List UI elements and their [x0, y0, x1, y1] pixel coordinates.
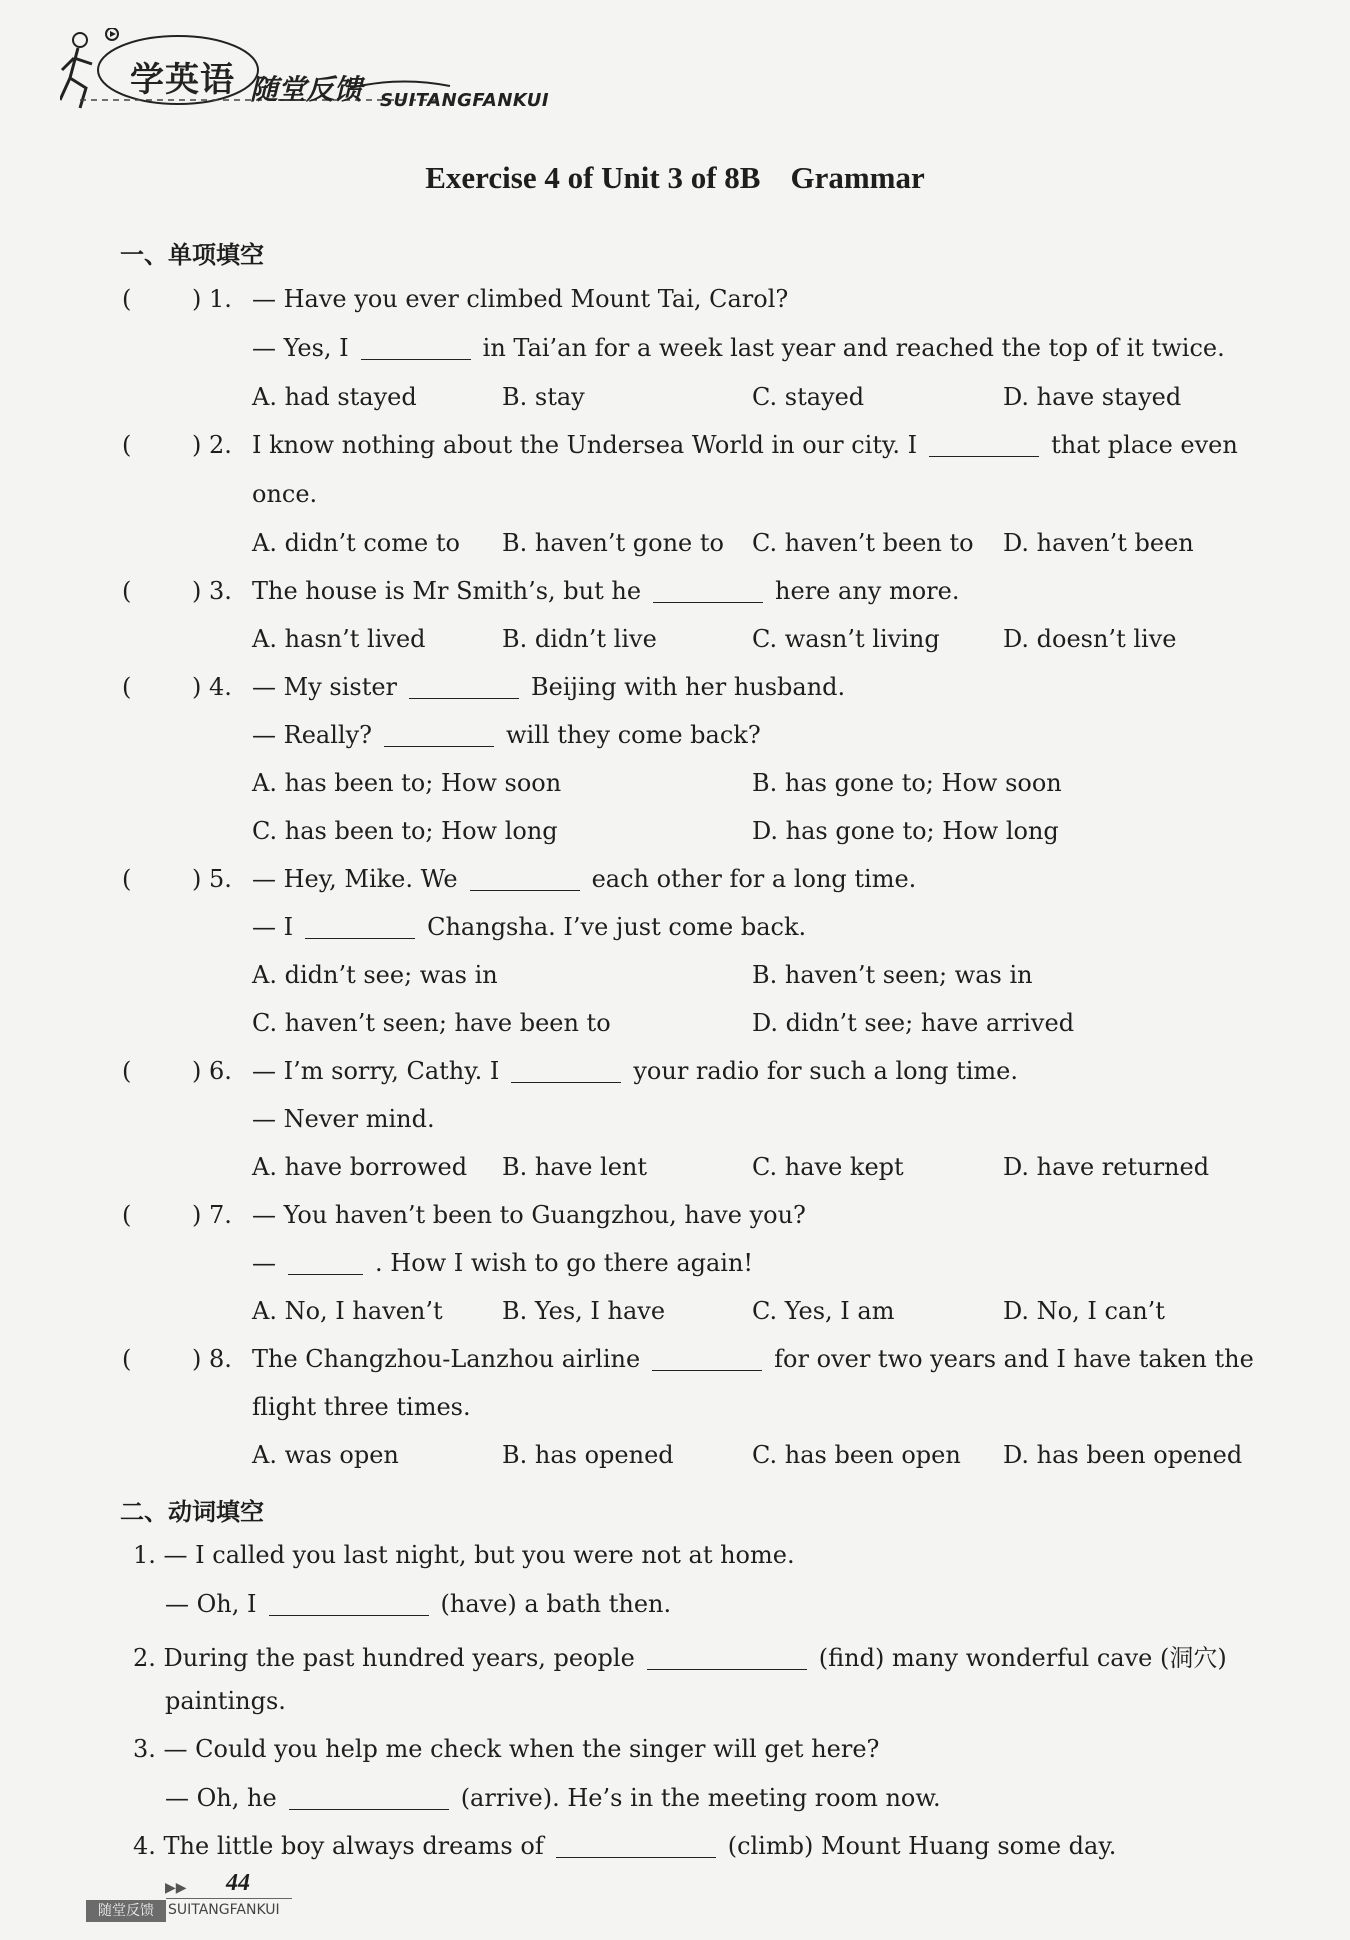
option-a[interactable]: A. hasn’t lived	[252, 625, 426, 653]
page-number: 44	[226, 1870, 250, 1896]
question-text: — Never mind.	[252, 1105, 435, 1133]
question-number: ) 6.	[192, 1057, 232, 1085]
option-c[interactable]: C. haven’t been to	[752, 529, 974, 557]
option-b[interactable]: B. have lent	[502, 1153, 648, 1181]
option-d[interactable]: D. doesn’t live	[1003, 625, 1177, 653]
footer-brand-box: 随堂反馈	[86, 1900, 166, 1922]
option-d[interactable]: D. No, I can’t	[1003, 1297, 1165, 1325]
option-a[interactable]: A. didn’t see; was in	[252, 961, 498, 989]
option-d[interactable]: D. has been opened	[1003, 1441, 1243, 1469]
answer-blank[interactable]	[289, 1808, 449, 1810]
option-a[interactable]: A. have borrowed	[252, 1153, 468, 1181]
answer-bracket[interactable]: (	[122, 1345, 132, 1373]
option-a[interactable]: A. No, I haven’t	[252, 1297, 443, 1325]
question-text: — I Changsha. I’ve just come back.	[252, 913, 807, 941]
answer-bracket[interactable]: (	[122, 1201, 132, 1229]
option-a[interactable]: A. didn’t come to	[252, 529, 460, 557]
question-text: — Really? will they come back?	[252, 721, 761, 749]
answer-blank[interactable]	[929, 455, 1039, 457]
brand-english: SUITANGFANKUI	[380, 90, 550, 111]
question-text: — . How I wish to go there again!	[252, 1249, 754, 1277]
answer-bracket[interactable]: (	[122, 673, 132, 701]
answer-blank[interactable]	[511, 1081, 621, 1083]
option-a[interactable]: A. has been to; How soon	[252, 769, 562, 797]
option-b[interactable]: B. Yes, I have	[502, 1297, 666, 1325]
option-d[interactable]: D. have returned	[1003, 1153, 1210, 1181]
section-heading-single-choice: 一、单项填空	[120, 241, 264, 269]
option-b[interactable]: B. haven’t gone to	[502, 529, 724, 557]
question-number: ) 3.	[192, 577, 232, 605]
answer-bracket[interactable]: (	[122, 1057, 132, 1085]
fill-question: — Oh, I (have) a bath then.	[165, 1590, 672, 1618]
question-text: — Yes, I in Tai’an for a week last year and reached the top of it twice.	[252, 334, 1225, 362]
footer-divider	[166, 1898, 292, 1899]
option-b[interactable]: B. has opened	[502, 1441, 674, 1469]
option-d[interactable]: D. has gone to; How long	[752, 817, 1059, 845]
title-main: Exercise 4 of Unit 3 of 8B	[425, 160, 761, 195]
option-c[interactable]: C. have kept	[752, 1153, 904, 1181]
title-topic: Grammar	[790, 160, 925, 195]
option-c[interactable]: C. has been to; How long	[252, 817, 558, 845]
footer-brand-english: SUITANGFANKUI	[168, 1902, 280, 1918]
brand-chinese-secondary: 随堂反馈	[250, 73, 363, 106]
option-c[interactable]: C. has been open	[752, 1441, 961, 1469]
question-text: flight three times.	[252, 1393, 471, 1421]
option-a[interactable]: A. had stayed	[252, 383, 417, 411]
question-number: ) 7.	[192, 1201, 232, 1229]
option-c[interactable]: C. wasn’t living	[752, 625, 940, 653]
option-b[interactable]: B. stay	[502, 383, 585, 411]
option-c[interactable]: C. Yes, I am	[752, 1297, 895, 1325]
fill-question: 4. The little boy always dreams of (climb) Mount Huang some day.	[133, 1832, 1117, 1860]
question-number: ) 4.	[192, 673, 232, 701]
question-text: I know nothing about the Undersea World in our city. I that place even	[252, 431, 1238, 459]
option-c[interactable]: C. haven’t seen; have been to	[252, 1009, 611, 1037]
fill-question: 1. — I called you last night, but you were not at home.	[133, 1541, 795, 1569]
answer-bracket[interactable]: (	[122, 431, 132, 459]
answer-blank[interactable]	[647, 1668, 807, 1670]
option-d[interactable]: D. haven’t been	[1003, 529, 1194, 557]
question-number: ) 2.	[192, 431, 232, 459]
question-text: The house is Mr Smith’s, but he here any more.	[252, 577, 960, 605]
page-title	[0, 160, 1350, 196]
option-c[interactable]: C. stayed	[752, 383, 865, 411]
question-number: ) 8.	[192, 1345, 232, 1373]
brand-chinese: 学英语	[130, 60, 235, 100]
question-text: The Changzhou-Lanzhou airline for over two years and I have taken the	[252, 1345, 1254, 1373]
question-number: ) 5.	[192, 865, 232, 893]
question-text: — I’m sorry, Cathy. I your radio for such a long time.	[252, 1057, 1018, 1085]
answer-bracket[interactable]: (	[122, 865, 132, 893]
answer-bracket[interactable]: (	[122, 285, 132, 313]
header-logo	[60, 28, 580, 128]
answer-bracket[interactable]: (	[122, 577, 132, 605]
option-b[interactable]: B. has gone to; How soon	[752, 769, 1062, 797]
answer-blank[interactable]	[652, 1369, 762, 1371]
answer-blank[interactable]	[288, 1273, 363, 1275]
answer-blank[interactable]	[409, 697, 519, 699]
question-text: — You haven’t been to Guangzhou, have you?	[252, 1201, 806, 1229]
fill-question: 2. During the past hundred years, people (find) many wonderful cave (洞穴)	[133, 1644, 1227, 1672]
answer-blank[interactable]	[361, 358, 471, 360]
option-a[interactable]: A. was open	[252, 1441, 399, 1469]
option-d[interactable]: D. have stayed	[1003, 383, 1182, 411]
answer-blank[interactable]	[556, 1856, 716, 1858]
question-text: — Have you ever climbed Mount Tai, Carol?	[252, 285, 789, 313]
fill-question: paintings.	[165, 1687, 286, 1715]
fill-question: 3. — Could you help me check when the singer will get here?	[133, 1735, 880, 1763]
question-text: once.	[252, 480, 318, 508]
double-arrow-icon: ▶▶	[165, 1880, 187, 1896]
answer-blank[interactable]	[384, 745, 494, 747]
question-text: — Hey, Mike. We each other for a long time.	[252, 865, 917, 893]
option-b[interactable]: B. haven’t seen; was in	[752, 961, 1033, 989]
question-number: ) 1.	[192, 285, 232, 313]
answer-blank[interactable]	[653, 601, 763, 603]
answer-blank[interactable]	[470, 889, 580, 891]
answer-blank[interactable]	[305, 937, 415, 939]
option-b[interactable]: B. didn’t live	[502, 625, 657, 653]
fill-question: — Oh, he (arrive). He’s in the meeting room now.	[165, 1784, 941, 1812]
section-heading-verb-fill: 二、动词填空	[120, 1498, 264, 1526]
option-d[interactable]: D. didn’t see; have arrived	[752, 1009, 1075, 1037]
answer-blank[interactable]	[269, 1614, 429, 1616]
question-text: — My sister Beijing with her husband.	[252, 673, 846, 701]
